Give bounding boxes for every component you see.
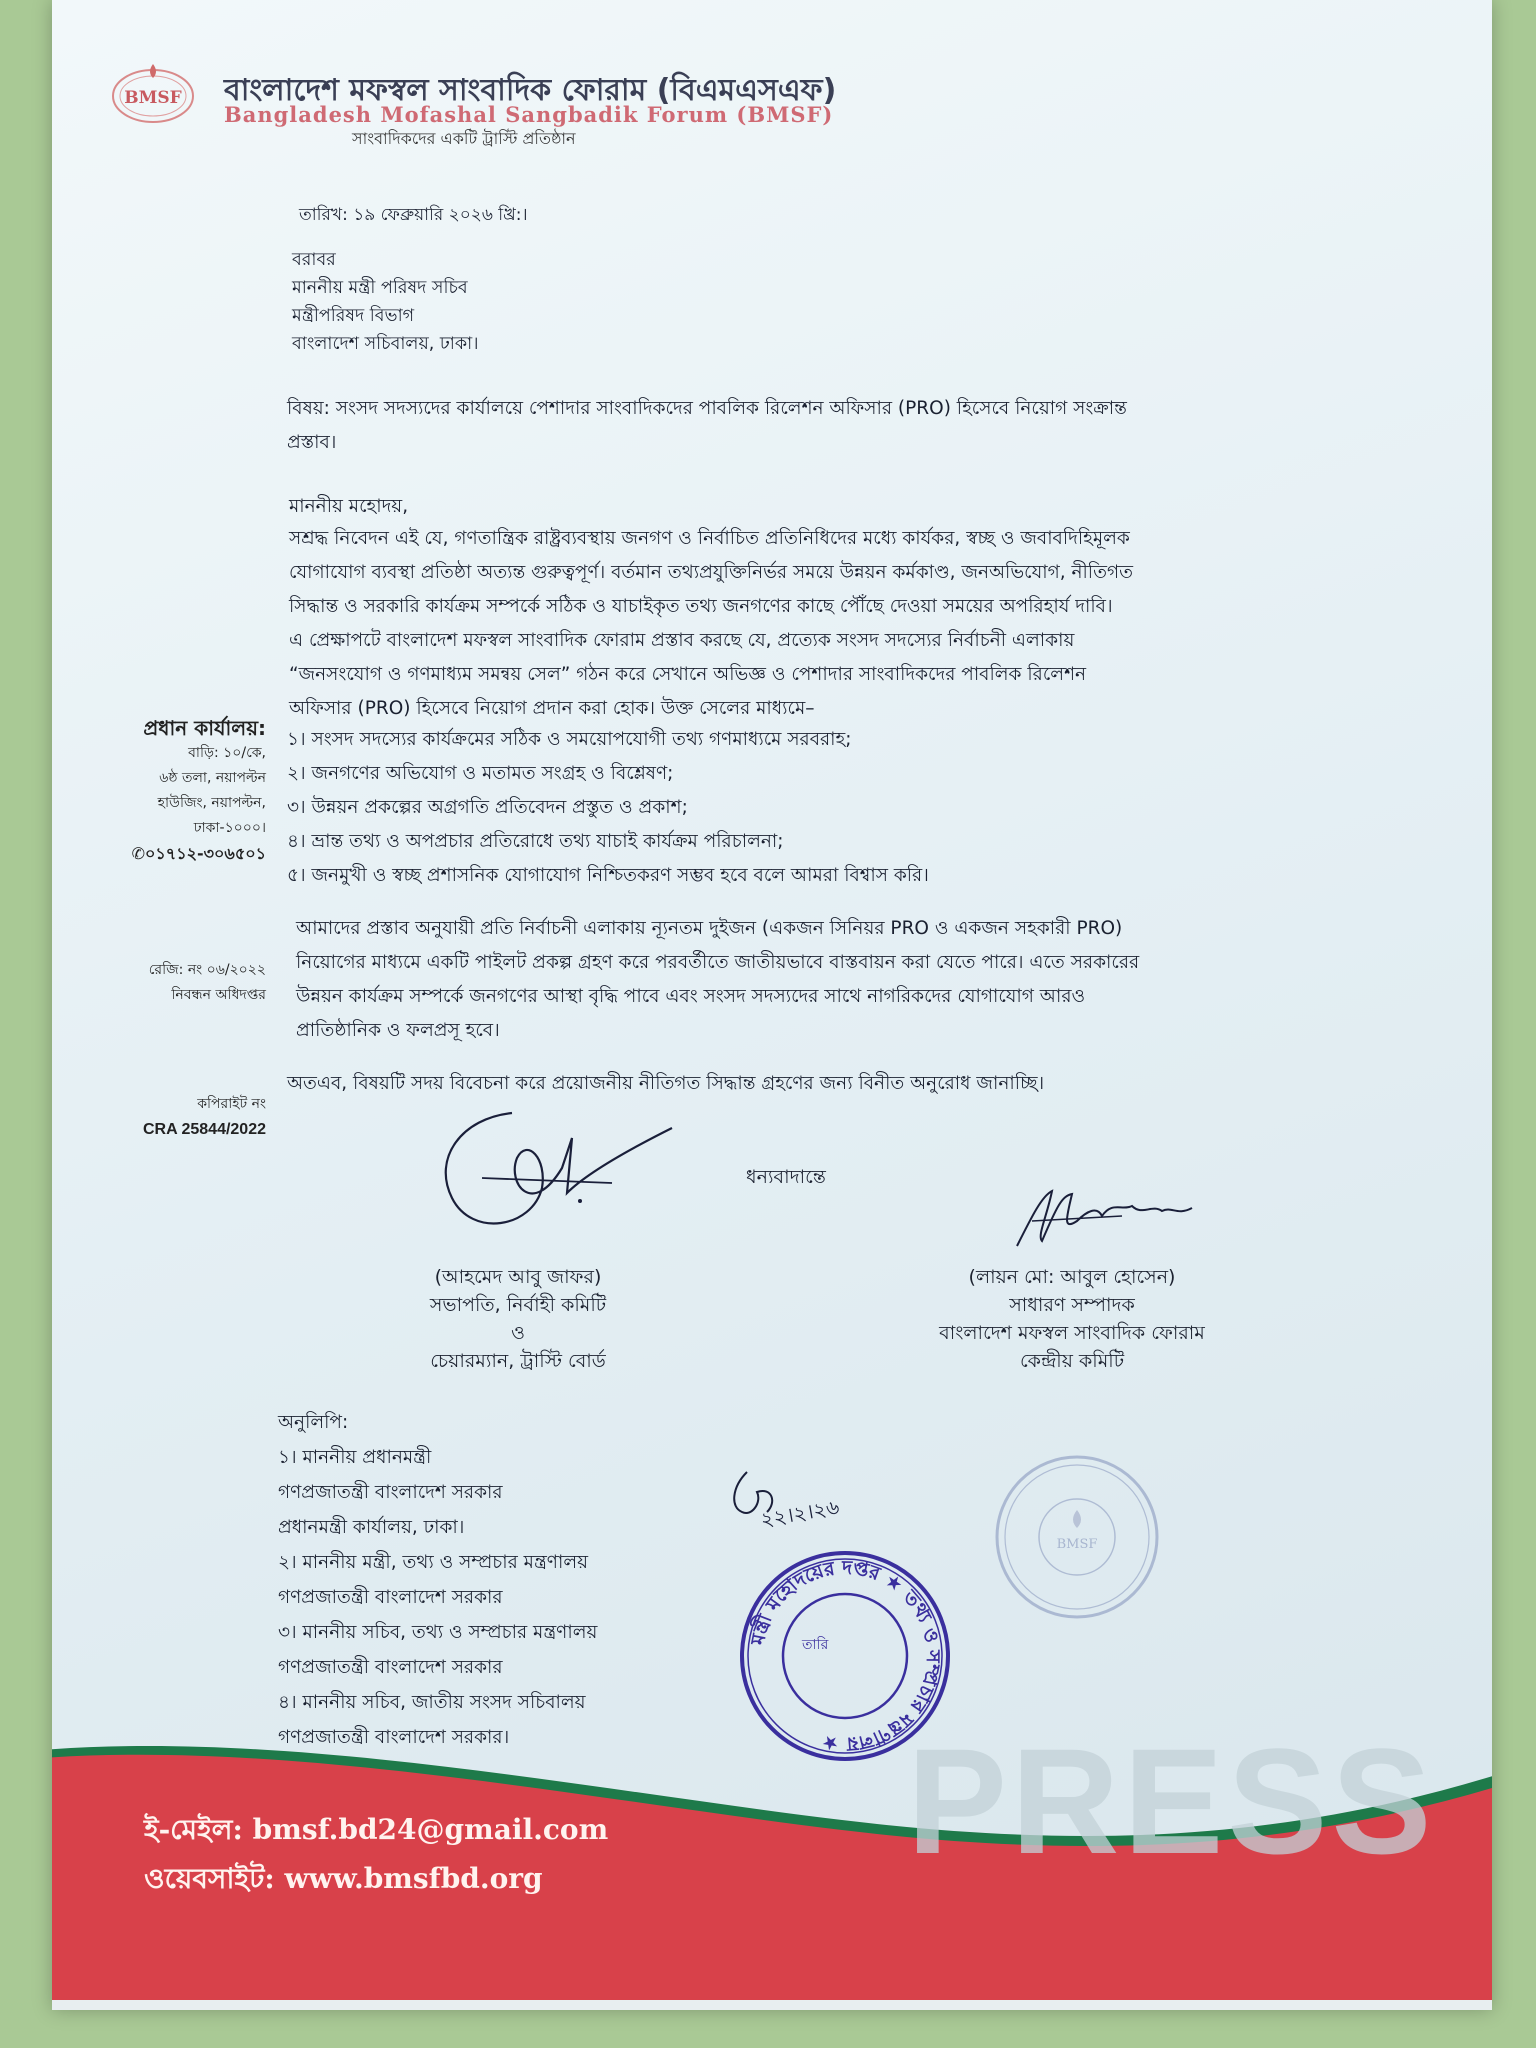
copy-line: প্রধানমন্ত্রী কার্যালয়, ঢাকা। [278,1517,465,1538]
signatory-right-block [882,1263,1262,1375]
list-item: ১। সংসদ সদস্যের কার্যক্রমের সঠিক ও সময়োপযোগী তথ্য গণমাধ্যমে সরবরাহ; [287,729,852,750]
body-line: যোগাযোগ ব্যবস্থা প্রতিষ্ঠা অত্যন্ত গুরুত্বপূর্ণ। বর্তমান তথ্যপ্রযুক্তিনির্ভর সময়ে উন্নয়ন কর্মকাণ্ড, জনঅভিযোগ, নীতিগত [289,562,1133,583]
signatory-line: চেয়ারম্যান, ট্রাস্টি বোর্ড [430,1350,606,1372]
body-line: অফিসার (PRO) হিসেবে নিয়োগ প্রদান করা হোক। উক্ত সেলের মাধ্যমে– [289,698,815,719]
stamp-ring-text: মন্ত্রী মহোদয়ের দপ্তর ★ তথ্য ও সম্প্রচার মন্ত্রণালয় ★ [746,1556,945,1756]
copy-list [278,1405,597,1755]
phone-line [106,841,266,866]
signature-right [1002,1176,1242,1256]
subject-line: বিষয়: সংসদ সদস্যদের কার্যালয়ে পেশাদার সাংবাদিকদের পাবলিক রিলেশন অফিসার (PRO) হিসেবে নিয়োগ সংক্রান্ত [287,398,1127,419]
body-line: প্রাতিষ্ঠানিক ও ফলপ্রসূ হবে। [296,1020,500,1041]
received-date: ২২।২।২৬ [758,1494,841,1532]
thanks: ধন্যবাদান্তে [746,1166,826,1188]
footer-website-line [144,1857,543,1904]
list-item: ২। জনগণের অভিযোগ ও মতামত সংগ্রহ ও বিশ্লেষণ; [287,763,674,784]
phone-number: ০১৭১২-৩০৬৫০১ [145,844,266,863]
closing-request: অতএব, বিষয়টি সদয় বিবেচনা করে প্রয়োজনীয় নীতিগত সিদ্ধান্ত গ্রহণের জন্য বিনীত অনুরোধ জানাচ্ছি। [287,1073,1045,1094]
address-line: ৬ষ্ঠ তলা, নয়াপল্টন [159,770,266,786]
email-label: ই-মেইল: [144,1813,243,1846]
copy-title: অনুলিপি: [278,1412,349,1433]
list-item: ৩। উন্নয়ন প্রকল্পের অগ্রগতি প্রতিবেদন প্রস্তুত ও প্রকাশ; [287,797,688,818]
sidebar-office [106,716,266,866]
stamp-inner-label: তারি [802,1637,829,1653]
signatory-line: সভাপতি, নির্বাহী কমিটি [429,1294,607,1316]
body-paragraph-2 [296,912,1139,1048]
subject [287,392,1127,460]
website-url[interactable]: www.bmsfbd.org [284,1862,543,1895]
reg-office: নিবন্ধন অধিদপ্তর [171,987,266,1003]
website-label: ওয়েবসাইট: [144,1862,275,1895]
recipient-line: বরাবর [292,250,336,270]
org-name-en: Bangladesh Mofashal Sangbadik Forum (BMSF) [224,102,834,127]
bmsf-logo [108,58,198,128]
email-address[interactable]: bmsf.bd24@gmail.com [252,1813,609,1846]
body-line: সশ্রদ্ধ নিবেদন এই যে, গণতান্ত্রিক রাষ্ট্রব্যবস্থায় জনগণ ও নির্বাচিত প্রতিনিধিদের মধ্যে কার্যকর, স্বচ্ছ ও জবাবদিহিমূলক [289,528,1130,549]
recipient-line: মন্ত্রীপরিষদ বিভাগ [292,306,415,326]
copy-line: ৪। মাননীয় সচিব, জাতীয় সংসদ সচিবালয় [278,1692,586,1713]
signature-left [422,1098,702,1248]
sidebar-registration [106,958,266,1008]
copy-line: ১। মাননীয় প্রধানমন্ত্রী [278,1447,432,1468]
organization-seal [992,1452,1162,1622]
list-item: ৫। জনমুখী ও স্বচ্ছ প্রশাসনিক যোগাযোগ নিশ্চিতকরণ সম্ভব হবে বলে আমরা বিশ্বাস করি। [287,865,929,886]
recipient-line: বাংলাদেশ সচিবালয়, ঢাকা। [292,334,479,354]
proposal-list [287,723,929,893]
copy-line: গণপ্রজাতন্ত্রী বাংলাদেশ সরকার। [278,1727,510,1748]
letter-page [52,0,1492,2010]
recipient-line: মাননীয় মন্ত্রী পরিষদ সচিব [292,278,468,298]
signatory-line: (লায়ন মো: আবুল হোসেন) [968,1266,1176,1288]
list-item: ৪। ভ্রান্ত তথ্য ও অপপ্রচার প্রতিরোধে তথ্য যাচাই কার্যক্রম পরিচালনা; [287,831,784,852]
copy-line: গণপ্রজাতন্ত্রী বাংলাদেশ সরকার [278,1587,503,1608]
signatory-left-block [358,1263,678,1375]
salutation: মাননীয় মহোদয়, [289,496,409,517]
org-tagline: সাংবাদিকদের একটি ট্রাস্টি প্রতিষ্ঠান [352,129,576,148]
copy-line: গণপ্রজাতন্ত্রী বাংলাদেশ সরকার [278,1657,503,1678]
press-watermark: PRESS [907,1717,1436,1885]
copyright-label: কপিরাইট নং [197,1096,266,1112]
recipient-block [292,246,478,358]
copy-line: গণপ্রজাতন্ত্রী বাংলাদেশ সরকার [278,1482,503,1503]
body-paragraph-1 [289,522,1133,726]
signatory-line: বাংলাদেশ মফস্বল সাংবাদিক ফোরাম [939,1322,1205,1344]
body-line: সিদ্ধান্ত ও সরকারি কার্যক্রম সম্পর্কে সঠিক ও যাচাইকৃত তথ্য জনগণের কাছে পৌঁছে দেওয়া সময়ের অপরিহার্য দাবি। [289,596,1113,617]
svg-text:BMSF: BMSF [1056,1537,1098,1552]
signatory-line: (আহমেদ আবু জাফর) [434,1266,602,1288]
office-title: প্রধান কার্যালয়: [143,716,266,740]
address-line: হাউজিং, নয়াপল্টন, [157,795,266,811]
sidebar-copyright [106,1092,266,1142]
signatory-line: কেন্দ্রীয় কমিটি [1019,1350,1125,1372]
org-name-bn: বাংলাদেশ মফস্বল সাংবাদিক ফোরাম (বিএমএসএফ) [224,73,837,108]
body-line: উন্নয়ন কার্যক্রম সম্পর্কে জনগণের আস্থা বৃদ্ধি পাবে এবং সংসদ সদস্যদের সাথে নাগরিকদের যোগাযোগ আরও [296,986,1086,1007]
body-line: এ প্রেক্ষাপটে বাংলাদেশ মফস্বল সাংবাদিক ফোরাম প্রস্তাব করছে যে, প্রত্যেক সংসদ সদস্যের নির্বাচনী এলাকায় [289,630,1075,651]
footer-email-line [144,1808,608,1855]
phone-icon: ✆ [131,844,145,863]
received-initials [722,1462,862,1542]
body-line: নিয়োগের মাধ্যমে একটি পাইলট প্রকল্প গ্রহণ করে পরবর্তীতে জাতীয়ভাবে বাস্তবায়ন করা যেতে পারে। এতে সরকারের [296,952,1140,973]
body-line: “জনসংযোগ ও গণমাধ্যম সমন্বয় সেল” গঠন করে সেখানে অভিজ্ঞ ও পেশাদার সাংবাদিকদের পাবলিক রিলেশন [289,664,1087,685]
copy-line: ৩। মাননীয় সচিব, তথ্য ও সম্প্রচার মন্ত্রণালয় [278,1622,598,1643]
signatory-line: সাধারণ সম্পাদক [1009,1294,1135,1316]
copyright-number: CRA 25844/2022 [142,1121,266,1138]
address-line: ঢাকা-১০০০। [193,820,266,836]
copy-line: ২। মাননীয় মন্ত্রী, তথ্য ও সম্প্রচার মন্ত্রণালয় [278,1552,589,1573]
reg-number: রেজি: নং ০৬/২০২২ [148,962,266,978]
body-line: আমাদের প্রস্তাব অনুযায়ী প্রতি নির্বাচনী এলাকায় ন্যূনতম দুইজন (একজন সিনিয়র PRO ও একজন সহকারী PRO) [296,918,1123,939]
logo-text: BMSF [124,88,182,108]
address-line: বাড়ি: ১০/কে, [188,745,266,761]
letter-date: তারিখ: ১৯ ফেব্রুয়ারি ২০২৬ খ্রি:। [299,205,528,225]
signatory-line: ও [511,1322,525,1344]
subject-line: প্রস্তাব। [287,432,337,453]
